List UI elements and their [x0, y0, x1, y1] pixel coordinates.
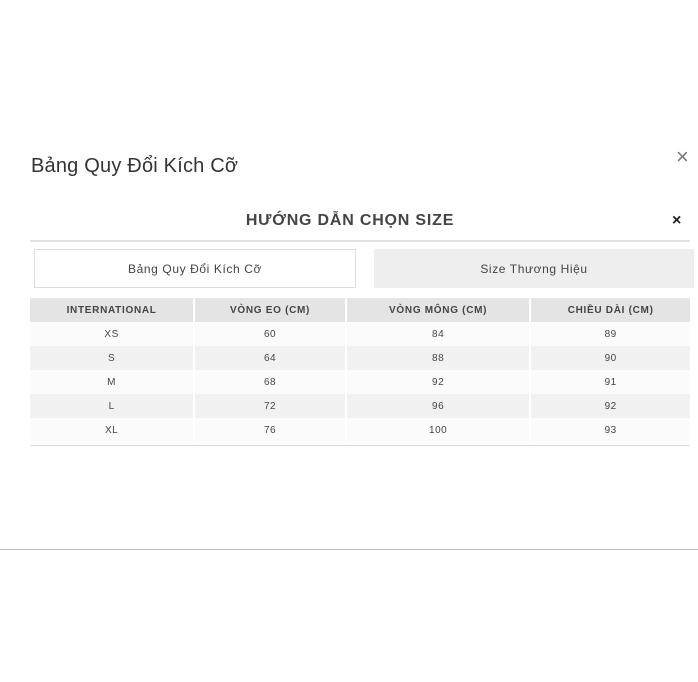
modal-close-icon[interactable]: × [672, 212, 682, 229]
cell-length: 91 [531, 370, 690, 394]
table-row [30, 418, 690, 442]
table-row [30, 370, 690, 394]
cell-waist: 60 [195, 322, 345, 346]
modal-title: HƯỚNG DẪN CHỌN SIZE [245, 212, 455, 229]
cell-size: S [30, 346, 193, 370]
cell-hip: 84 [347, 322, 529, 346]
outer-page-title: Bảng Quy Đổi Kích Cỡ [31, 155, 239, 177]
header-hip: VÒNG MÔNG (CM) [347, 298, 529, 322]
cell-waist: 68 [195, 370, 345, 394]
table-row [30, 346, 690, 370]
table-bottom-border [30, 445, 690, 446]
cell-length: 90 [531, 346, 690, 370]
title-divider [30, 240, 690, 242]
header-international: INTERNATIONAL [30, 298, 193, 322]
cell-length: 92 [531, 394, 690, 418]
header-waist: VÒNG EO (CM) [195, 298, 345, 322]
cell-length: 93 [531, 418, 690, 442]
cell-hip: 96 [347, 394, 529, 418]
cell-waist: 72 [195, 394, 345, 418]
table-row [30, 394, 690, 418]
cell-size: M [30, 370, 193, 394]
table-header-row [30, 298, 690, 322]
cell-hip: 92 [347, 370, 529, 394]
cell-length: 89 [531, 322, 690, 346]
outer-close-icon[interactable]: × [676, 144, 689, 169]
table-row [30, 322, 690, 346]
cell-size: XL [30, 418, 193, 442]
tab-brand-size[interactable]: Size Thương Hiệu [374, 249, 694, 288]
cell-hip: 88 [347, 346, 529, 370]
cell-waist: 64 [195, 346, 345, 370]
cell-hip: 100 [347, 418, 529, 442]
size-table [28, 298, 692, 442]
tab-size-conversion[interactable]: Bảng Quy Đổi Kích Cỡ [34, 249, 356, 288]
header-length: CHIỀU DÀI (CM) [531, 298, 690, 322]
cell-size: L [30, 394, 193, 418]
cell-waist: 76 [195, 418, 345, 442]
cell-size: XS [30, 322, 193, 346]
